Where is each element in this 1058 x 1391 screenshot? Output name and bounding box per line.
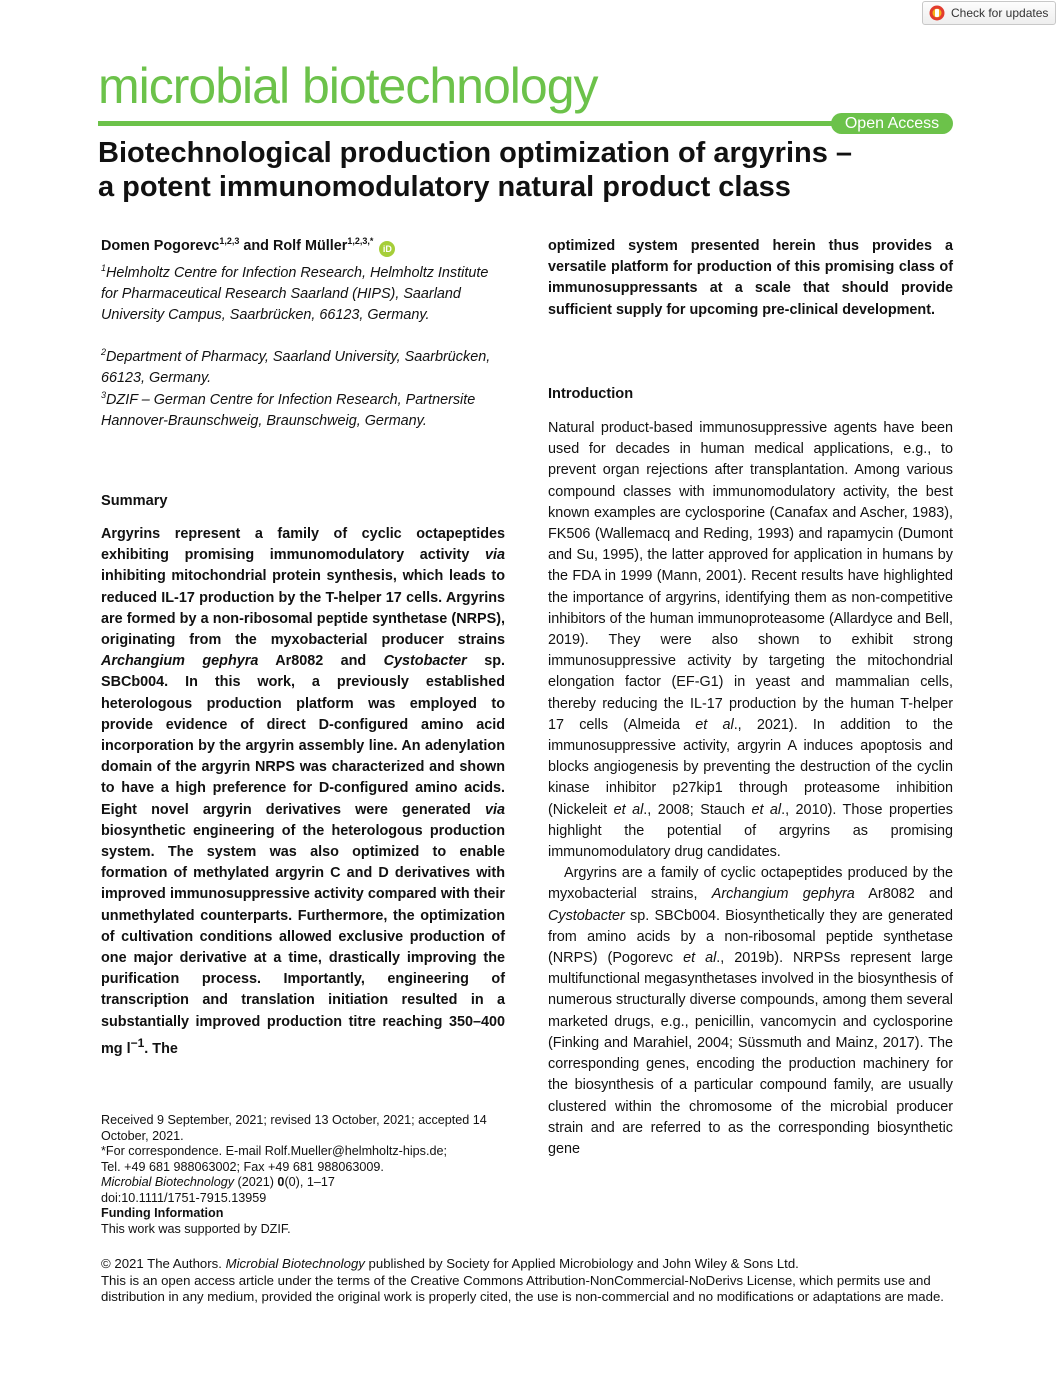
doi[interactable]: doi:10.1111/1751-7915.13959 xyxy=(101,1190,267,1205)
open-access-badge: Open Access xyxy=(831,113,953,134)
summary-heading: Summary xyxy=(101,493,168,509)
author-list: Domen Pogorevc$^{1,2,3}$ and Rolf Müller$^{1,2,3,*}$iD xyxy=(101,236,395,257)
summary-text: Argyrins represent a family of cyclic octapeptides exhibiting promising immunomodulatory activity via inhibiting mitochondrial protein synthesis, which leads to reduced IL-17 production by the T-helper 17 cells. Argyrins are formed by a non-ribosomal peptide synthetase (NRPS), originating from the myxobacterial producer strains Archangium gephyra Ar8082 and Cystobacter sp. SBCb004. In this work, a previously established heterologous production platform was employed to provide evidence of direct D-configured amino acid incorporation by the argyrin assembly line. An adenylation domain of the argyrin NRPS was characterized and shown to have a high preference for D-configured amino acids. Eight novel argyrin derivatives were generated via biosynthetic engineering of the heterologous production system. The system was also optimized to enable formation of methylated argyrin C and D derivatives with improved immunosuppressive activity compared with their unmethylated counterparts. Furthermore, the optimization of cultivation conditions allowed exclusive production of one major derivative at a time, drastically improving the purification process. Importantly, engineering of transcription and translation initiation resulted in a substantially improved production titre reaching 350–400 mg $l^{-1}$. The xyxy=(101,526,505,1057)
journal-name: microbial biotechnology xyxy=(98,58,598,114)
funding-text: This work was supported by DZIF. xyxy=(101,1221,291,1236)
affiliation-2: $^2$Department of Pharmacy, Saarland University, Saarbrücken, 66123, Germany. xyxy=(101,347,491,386)
received-dates: Received 9 September, 2021; revised 13 October, 2021; accepted 14 October, 2021. xyxy=(101,1113,487,1143)
license-text: This is an open access article under the terms of the Creative Commons Attribution-NonCommercial-NoDerivs License, which permits use and distribution in any medium, provided the original work is properly cited, the use is non-commercial and no modifications or adaptations are made. xyxy=(101,1272,944,1305)
phone-fax: Tel. +49 681 988063002; Fax +49 681 988063009. xyxy=(101,1159,384,1174)
article-title: Biotechnological production optimization of argyrins – a potent immunomodulatory natural product class xyxy=(98,137,853,203)
author-name: Rolf Müller xyxy=(272,237,348,254)
paragraph: Argyrins are a family of cyclic octapeptides produced by the myxobacterial strains, Archangium gephyra Ar8082 and Cystobacter sp. SBCb004. Biosynthetically they are generated from amino acids by a non-ribosomal peptide synthetase (NRPS) (Pogorevc et al., 2019b). NRPSs represent large multifunctional megasynthetases involved in the biosynthesis of numerous structurally diverse compounds, among them several marketed drugs, e.g., penicillin, vancomycin and cyclosporine (Finking and Marahiel, 2004; Süssmuth and Mainz, 2017). The corresponding genes, encoding the production machinery for the biosynthesis of a particular compound family, are usually clustered within the chromosome of the microbial producer strain and are referred to as the corresponding biosynthetic gene xyxy=(548,865,953,1157)
copyright-footer: © 2021 The Authors. Microbial Biotechnology published by Society for Applied Microbiology and John Wiley & Sons Ltd. This is an open access article under the terms of the Creative Commons Attribution-NonCommercial-NoDerivs License, which permits use and distribution in any medium, provided the original work is properly cited, the use is non-commercial and no modifications or adaptations are made. xyxy=(101,1256,953,1306)
article-metadata xyxy=(101,1113,511,1237)
citation: Microbial Biotechnology (2021) 0(0), 1–17 xyxy=(101,1175,335,1189)
affiliation-3: $^3$DZIF – German Centre for Infection Research, Partnersite Hannover-Braunschweig, Braunschweig, Germany. xyxy=(101,390,476,429)
author-name: Domen Pogorevc xyxy=(101,237,220,254)
affiliation-1: $^1$Helmholtz Centre for Infection Research, Helmholtz Institute for Pharmaceutical Research Saarland (HIPS), Saarland University Campus, Saarbrücken, 66123, Germany. xyxy=(101,263,489,324)
check-for-updates-icon xyxy=(929,5,945,21)
correspondence: *For correspondence. E-mail Rolf.Mueller@helmholtz-hips.de; xyxy=(101,1144,447,1158)
paragraph: Natural product-based immunosuppressive agents have been used for decades in human medical applications, e.g., to prevent organ rejections after transplantation. Among various compound classes with immunomodulatory activity, the best known examples are cyclosporine (Canafax and Ascher, 1983), FK506 (Wallemacq and Reding, 1993) and rapamycin (Dumont and Su, 1995), the latter approved for application in humans by the FDA in 1999 (Mann, 2001). Recent results have highlighted the importance of argyrins, identifying them as non-competitive inhibitors of the human immunoproteasome (Allardyce and Bell, 2019). They were also shown to exhibit strong immunosuppressive activity by targeting the mitochondrial elongation factor (EF-G1) in yeast and mammalian cells, thereby reducing the IL-17 production by the human T-helper 17 cells (Almeida et al., 2021). In addition to the immunosuppressive activity, argyrin A induces apoptosis and blocks angiogenesis by preventing the destruction of the cyclin kinase inhibitor p27kip1 through proteasome inhibition (Nickeleit et al., 2008; Stauch et al., 2010). Those properties highlight the potential of argyrins as promising immunomodulatory drug candidates. xyxy=(548,420,954,861)
header-rule xyxy=(98,121,843,126)
summary-continued: optimized system presented herein thus provides a versatile platform for production of this promising class of immunosuppressants at a scale that should provide sufficient supply for upcoming pre-clinical development. xyxy=(548,238,953,318)
introduction-text xyxy=(548,418,953,1160)
check-for-updates-label: Check for updates xyxy=(951,6,1049,20)
check-for-updates-button[interactable] xyxy=(922,1,1056,25)
orcid-icon[interactable]: iD xyxy=(379,241,395,257)
introduction-heading: Introduction xyxy=(548,386,634,402)
funding-heading: Funding Information xyxy=(101,1206,224,1220)
